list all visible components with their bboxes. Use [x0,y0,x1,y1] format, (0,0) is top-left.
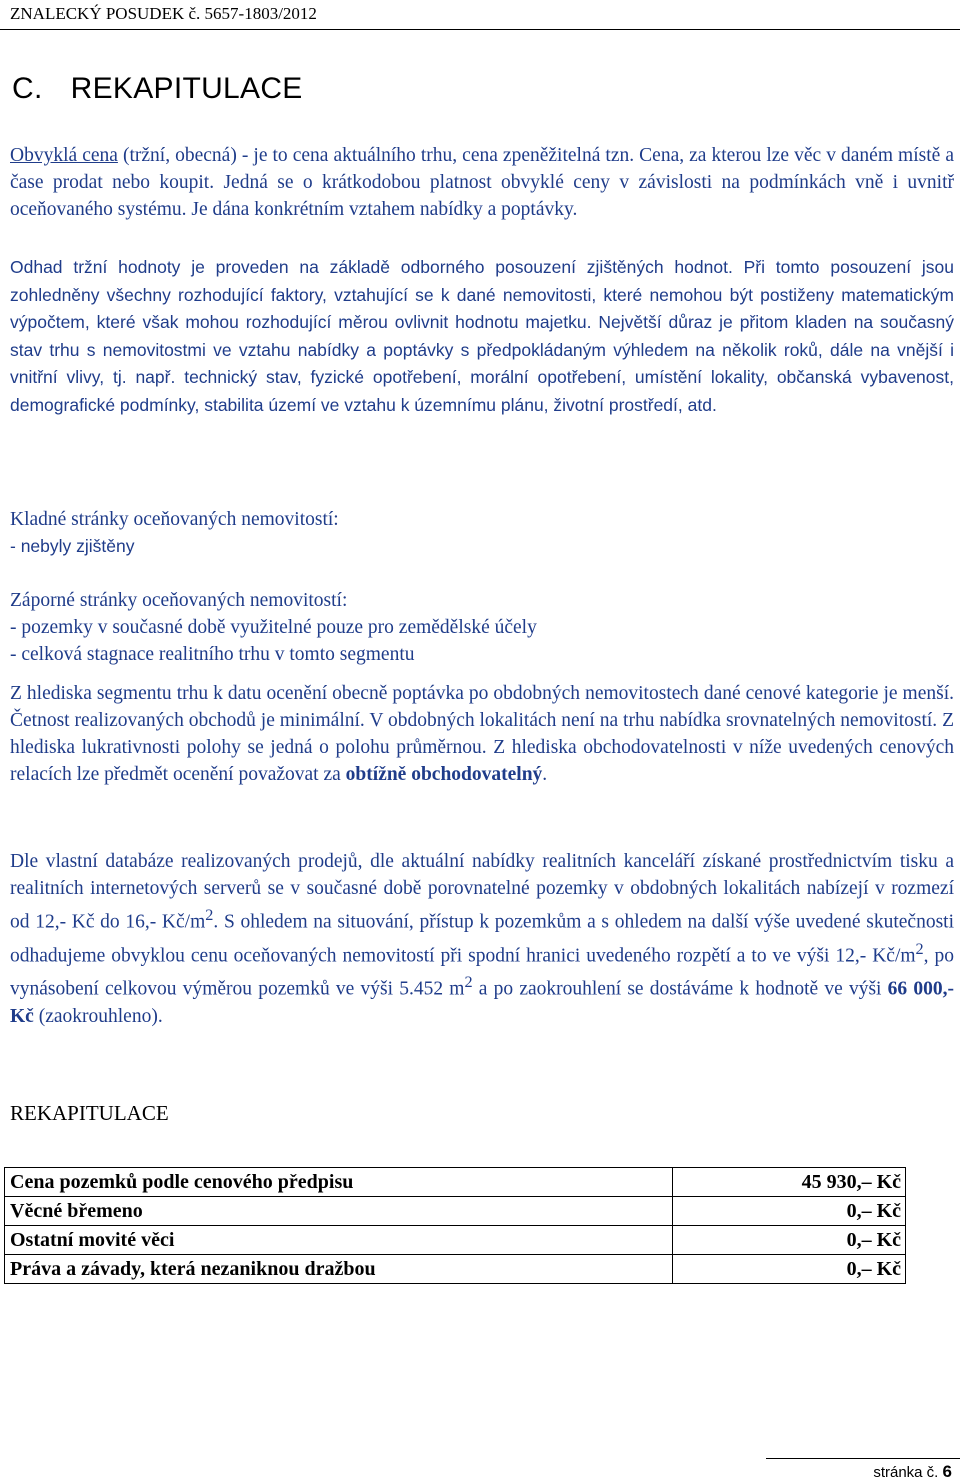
table-cell-value: 0,– Kč [673,1255,906,1284]
table-row [5,1226,906,1255]
paragraph-obvykla-cena [10,142,954,223]
paragraph-databaze-part4: a po zaokrouhlení se dostáváme k hodnotě ve výši [472,978,888,1000]
paragraph-databaze-part1: Dle vlastní databáze realizovaných prodejů, dle aktuální nabídky realitních kanceláří získané prostřednictvím tisku a realitních internetových serverů se v současné době porovnatelné pozemky v obdobných lokalitách nabízejí v rozmezí od 12,- Kč do 16,- Kč/m [10,851,954,933]
rekapitulace-table [4,1167,906,1284]
paragraph-segment-trhu-text: Z hlediska segmentu trhu k datu ocenění obecně poptávka po obdobných nemovitostech dané cenové kategorie je menší. Četnost realizovaných obchodů je minimální. V obdobných lokalitách není na trhu nabídka srovnatelných nemovitostí. Z hlediska lukrativnosti polohy se jedná o polohu průměrnou. Z hlediska obchodovatelnosti v níže uvedených cenových relacích lze předmět ocenění považovat za [10,683,954,785]
emphasis-obchodovatelnost: obtížně obchodovatelný [345,764,543,785]
emphasis-hodnota: 66 000,- Kč [10,978,954,1027]
list-item-kladne: - nebyly zjištěny [10,536,135,556]
table-cell-value: 45 930,– Kč [673,1168,906,1197]
paragraph-databaze-part5: (zaokrouhleno). [33,1005,163,1027]
heading-kladne-stranky: Kladné stránky oceňovaných nemovitostí: [10,509,339,530]
document-header: ZNALECKÝ POSUDEK č. 5657-1803/2012 [10,4,317,23]
paragraph-databaze [10,848,954,1030]
table-cell-value: 0,– Kč [673,1226,906,1255]
superscript-m2-1: 2 [205,906,214,924]
section-letter: C. [12,72,43,105]
paragraph-obvykla-cena-text: (tržní, obecná) - je to cena aktuálního trhu, cena zpeněžitelná tzn. Cena, za kterou lze věc v daném místě a čase prodat nebo koupit. Jedná se o krátkodobou platnost obvyklé ceny v závislosti na podmínkách vně i uvnitř oceňovaného systému. Je dána konkrétním vztahem nabídky a poptávky. [10,145,954,220]
header-divider [0,29,960,30]
section-title [12,70,303,108]
table-row [5,1197,906,1226]
table-cell-label: Cena pozemků podle cenového předpisu [5,1168,673,1197]
term-obvykla-cena: Obvyklá cena [10,145,118,166]
heading-zaporne-stranky: Záporné stránky oceňovaných nemovitostí: [10,590,348,611]
list-item-zaporne-2: - celková stagnace realitního trhu v tomto segmentu [10,644,415,665]
table-row [5,1255,906,1284]
footer-divider [766,1458,960,1459]
table-cell-label: Věcné břemeno [5,1197,673,1226]
table-cell-label: Práva a závady, která nezaniknou dražbou [5,1255,673,1284]
paragraph-databaze-part3: , po vynásobení celkovou výměrou pozemků ve výši 5.452 m [10,945,954,1000]
section-title-text: REKAPITULACE [70,72,303,105]
paragraph-odhad: Odhad tržní hodnoty je proveden na základě odborného posouzení zjištěných hodnot. Při tomto posouzení jsou zohledněny všechny rozhodující faktory, vztahující se k dané nemovitosti, které nemohou být postiženy matematickým výpočtem, které však mohou rozhodující měrou ovlivnit hodnotu majetku. Největší důraz je přitom kladen na současný stav trhu s nemovitostmi ve vztahu nabídky a poptávky s předpokládaným výhledem na několik roků, dále na vnější i vnitřní vlivy, tj. např. technický stav, fyzické opotřebení, morální opotřebení, umístění lokality, občanská vybavenost, demografické podmínky, stabilita území ve vztahu k územnímu plánu, životní prostředí, atd. [10,257,954,415]
superscript-m2-3: 2 [464,973,473,991]
list-item-zaporne-1: - pozemky v současné době využitelné pouze pro zemědělské účely [10,617,537,638]
table-row [5,1168,906,1197]
page-number: 6 [942,1462,952,1481]
page-label: stránka č. [873,1464,939,1481]
table-cell-label: Ostatní movité věci [5,1226,673,1255]
table-cell-value: 0,– Kč [673,1197,906,1226]
page-footer [873,1462,952,1483]
superscript-m2-2: 2 [915,939,924,958]
paragraph-databaze-part2: . S ohledem na situování, přístup k pozemkům a s ohledem na další výše uvedené skutečnosti odhadujeme obvyklou cenu oceňovaných nemovitostí při spodní hranici uvedeného rozpětí a to ve výši 12,- Kč/m [10,911,954,966]
paragraph-segment-trhu-end: . [542,764,548,785]
rekapitulace-heading: REKAPITULACE [10,1101,169,1125]
paragraph-segment-trhu [10,680,954,788]
